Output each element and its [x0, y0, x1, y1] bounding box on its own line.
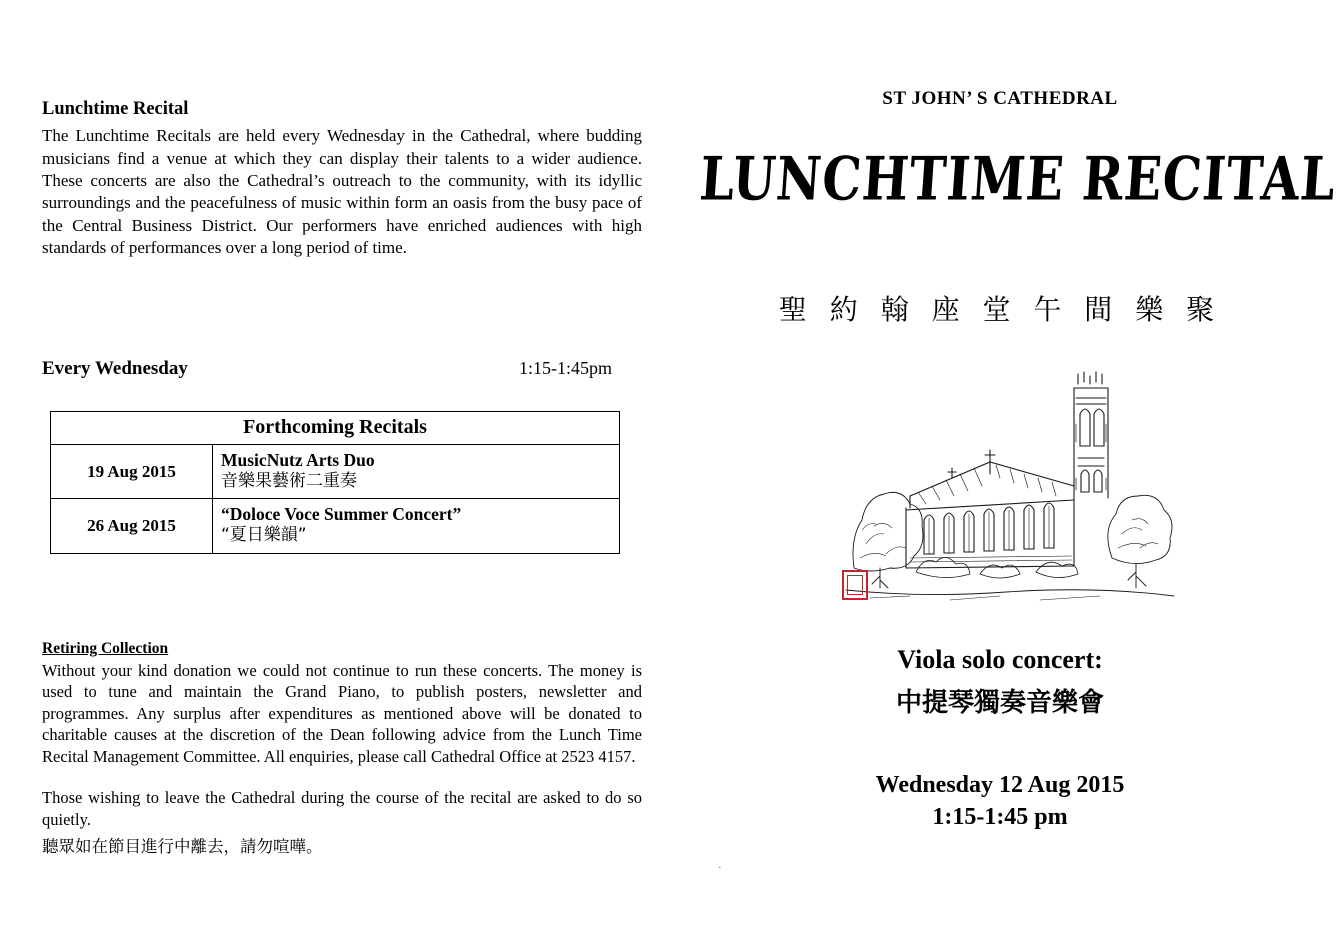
fold-mark: · — [718, 862, 722, 874]
retiring-collection-section — [42, 640, 642, 858]
cathedral-sketch — [840, 358, 1180, 613]
schedule-row — [42, 358, 642, 380]
poster-title: LUNCHTIME RECITAL — [697, 143, 1339, 215]
artist-seal-icon — [842, 570, 868, 600]
poster-title-zh: 聖 約 翰 座 堂 午 間 樂 聚 — [778, 293, 1222, 326]
recital-title-en: MusicNutz Arts Duo — [221, 450, 375, 470]
recital-title-en: “Doloce Voce Summer Concert” — [221, 504, 462, 525]
recital-date: 19 Aug 2015 — [51, 445, 213, 499]
recital-titles — [213, 445, 620, 499]
recital-title-zh: “夏日樂韻” — [221, 525, 307, 546]
concert-title-zh: 中提琴獨奏音樂會 — [895, 688, 1104, 718]
table-heading: Forthcoming Recitals — [51, 412, 620, 445]
table-row — [51, 445, 620, 499]
table-row — [51, 499, 620, 553]
recital-date: 26 Aug 2015 — [51, 499, 213, 553]
left-column — [42, 98, 642, 260]
page-title: Lunchtime Recital — [42, 99, 189, 119]
concert-time: 1:15-1:45 pm — [932, 804, 1068, 830]
retiring-collection-body: Without your kind donation we could not continue to run these concerts. The money is used to tune and maintain the Grand Piano, to publish posters, newsletter and programmes. Any surplus after expenditures as mentioned above will be donated to charitable causes at the discretion of the Dean following advice from the Lunch Time Recital Management Committee. All enquiries, please call Cathedral Office at 2523 4157. — [42, 661, 642, 766]
retiring-collection-title: Retiring Collection — [42, 640, 169, 657]
schedule-time-label: 1:15-1:45pm — [519, 358, 612, 378]
concert-title-en: Viola solo concert: — [897, 645, 1103, 674]
recital-titles — [213, 499, 620, 553]
recital-title-zh: 音樂果藝術二重奏 — [221, 471, 357, 491]
quiet-exit-note: Those wishing to leave the Cathedral during the course of the recital are asked to do so quietly. — [42, 788, 642, 829]
cathedral-name: ST JOHN’ S CATHEDRAL — [882, 88, 1118, 109]
schedule-day-label: Every Wednesday — [42, 358, 188, 379]
quiet-exit-note-zh: 聽眾如在節目進行中離去，請勿喧嘩。 — [42, 837, 323, 857]
concert-date: Wednesday 12 Aug 2015 — [875, 772, 1125, 798]
forthcoming-recitals-table — [50, 411, 620, 554]
table-head-row — [51, 412, 620, 445]
right-column — [697, 0, 1339, 949]
intro-paragraph: The Lunchtime Recitals are held every Wednesday in the Cathedral, where budding musicians find a venue at which they can display their talents to a wider audience. These concerts are also the Cathedral’s outreach to the community, with its idyllic surroundings and the peacefulness of music within form an oasis from the busy pace of the Central Business District. Our performers have enriched audiences with high standards of performances over a long period of time. — [42, 126, 642, 258]
